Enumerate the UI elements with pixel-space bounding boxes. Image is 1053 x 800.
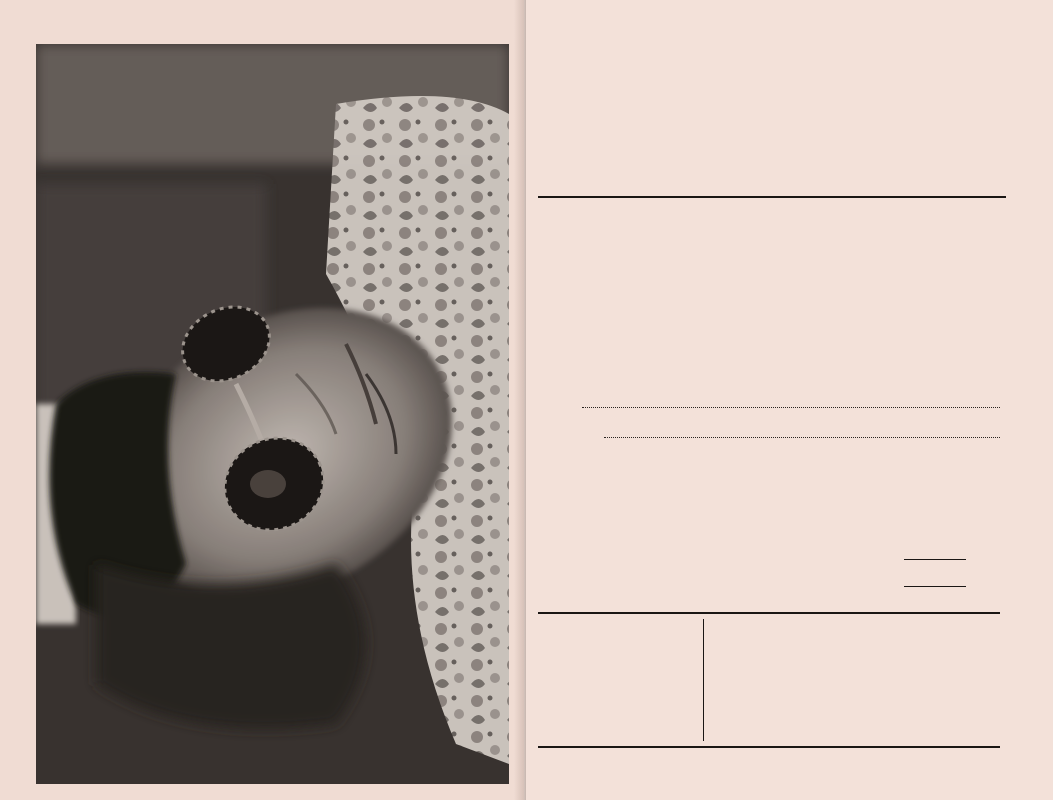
divider-bottom-top: [538, 612, 1000, 614]
divider-bottom: [538, 746, 1000, 748]
address-field[interactable]: [604, 437, 1000, 438]
left-page: [0, 0, 524, 800]
divider-top: [538, 196, 1006, 198]
subtotal-line: [904, 559, 966, 560]
elvis-photo: [36, 44, 509, 784]
name-field[interactable]: [582, 407, 1000, 408]
total-line[interactable]: [904, 586, 966, 587]
photo-illustration: [36, 44, 509, 784]
right-page: [526, 0, 1053, 800]
howto-vertical-rule: [703, 619, 704, 741]
